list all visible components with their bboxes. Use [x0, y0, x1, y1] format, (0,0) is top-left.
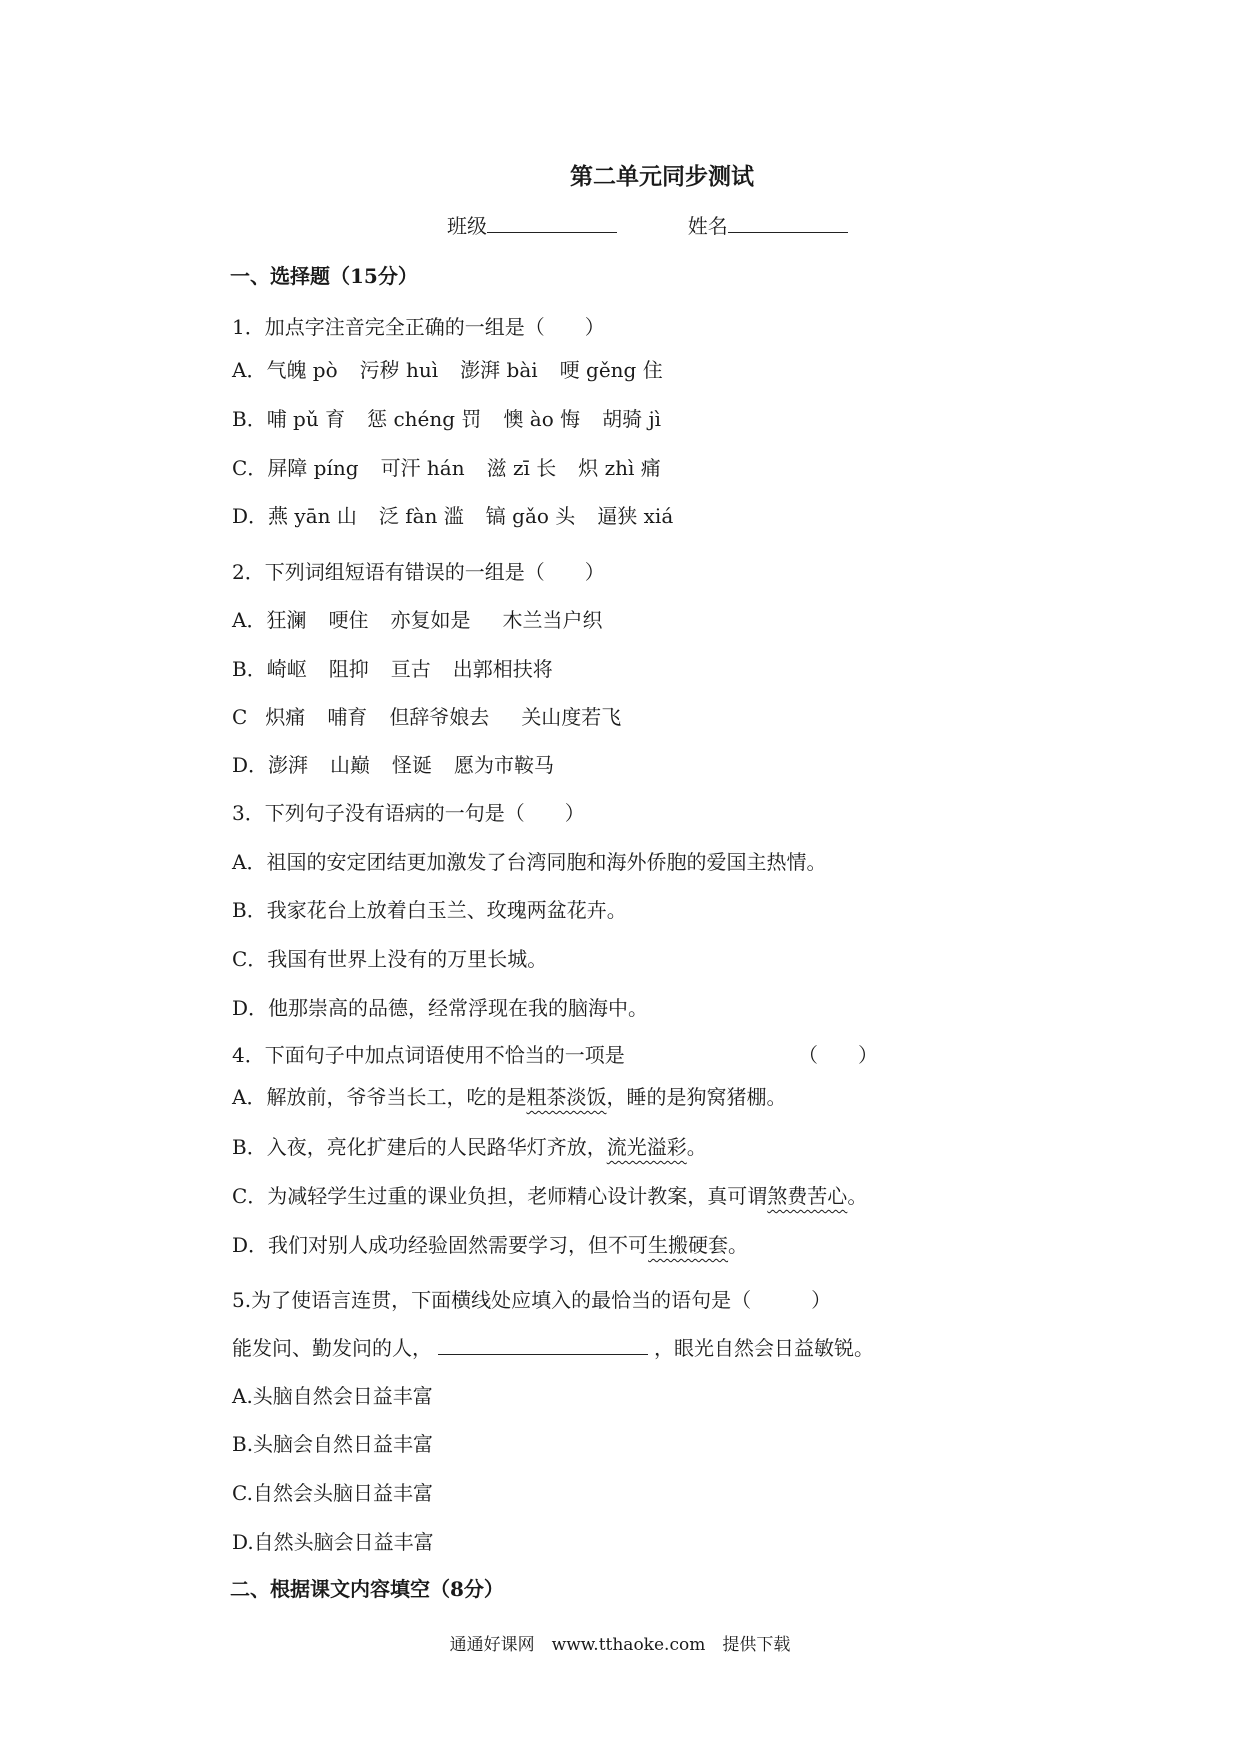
q3-option-a: A．祖国的安定团结更加激发了台湾同胞和海外侨胞的爱国主热情。 [232, 850, 827, 874]
q4-stem: 4．下面句子中加点词语使用不恰当的一项是 [232, 1043, 625, 1067]
q3-stem: 3．下列句子没有语病的一句是（ ） [232, 801, 585, 825]
q5-sentence: 能发问、勤发问的人， ，眼光自然会日益敏锐。 [232, 1336, 874, 1360]
q5-fill-blank[interactable] [438, 1334, 648, 1355]
q4-option-d: D．我们对别人成功经验固然需要学习，但不可生搬硬套。 [232, 1233, 749, 1257]
class-label: 班级 [447, 214, 487, 238]
class-blank[interactable] [487, 212, 617, 233]
q2-option-c: C 炽痛 哺育 但辞爷娘去 关山度若飞 [232, 705, 622, 729]
q1-option-c: C．屏障 píng 可汗 hán 滋 zī 长 炽 zhì 痛 [232, 456, 661, 480]
q4-option-c: C．为减轻学生过重的课业负担，老师精心设计教案，真可谓煞费苦心。 [232, 1184, 868, 1208]
page-footer: 通通好课网 www.tthaoke.com 提供下载 [449, 1635, 791, 1655]
q2-option-a: A．狂澜 哽住 亦复如是 木兰当户织 [232, 608, 603, 632]
q4-option-b: B．入夜，亮化扩建后的人民路华灯齐放，流光溢彩。 [232, 1135, 707, 1159]
section-1-heading: 一、选择题（15分） [230, 264, 418, 288]
q3-option-d: D．他那崇高的品德，经常浮现在我的脑海中。 [232, 996, 649, 1020]
page-title: 第二单元同步测试 [570, 163, 754, 190]
q3-option-b: B．我家花台上放着白玉兰、玫瑰两盆花卉。 [232, 898, 627, 922]
q5-stem: 5.为了使语言连贯，下面横线处应填入的最恰当的语句是（ ） [232, 1288, 832, 1312]
name-blank[interactable] [728, 212, 848, 233]
q2-option-b: B．崎岖 阻抑 亘古 出郭相扶将 [232, 657, 553, 681]
q3-option-c: C．我国有世界上没有的万里长城。 [232, 947, 548, 971]
q2-option-d: D．澎湃 山巅 怪诞 愿为市鞍马 [232, 753, 555, 777]
q1-option-d: D．燕 yān 山 泛 fàn 滥 镐 gǎo 头 逼狭 xiá [232, 504, 674, 528]
q5-option-b: B.头脑会自然日益丰富 [232, 1432, 434, 1456]
q2-stem: 2．下列词组短语有错误的一组是（ ） [232, 560, 605, 584]
q5-option-d: D.自然头脑会日益丰富 [232, 1530, 434, 1554]
name-label: 姓名 [687, 214, 728, 238]
student-info-fields [447, 210, 848, 239]
q4-answer-paren: （ ） [798, 1043, 878, 1067]
q5-option-c: C.自然会头脑日益丰富 [232, 1481, 433, 1505]
q4-option-a: A．解放前，爷爷当长工，吃的是粗茶淡饭，睡的是狗窝猪棚。 [232, 1085, 787, 1109]
q1-option-a: A．气魄 pò 污秽 huì 澎湃 bài 哽 gěng 住 [232, 358, 663, 382]
q1-stem: 1．加点字注音完全正确的一组是（ ） [232, 315, 605, 339]
q1-option-b: B．哺 pǔ 育 惩 chéng 罚 懊 ào 悔 胡骑 jì [232, 407, 662, 431]
section-2-heading: 二、根据课文内容填空（8分） [230, 1577, 504, 1601]
q5-option-a: A.头脑自然会日益丰富 [232, 1384, 433, 1408]
